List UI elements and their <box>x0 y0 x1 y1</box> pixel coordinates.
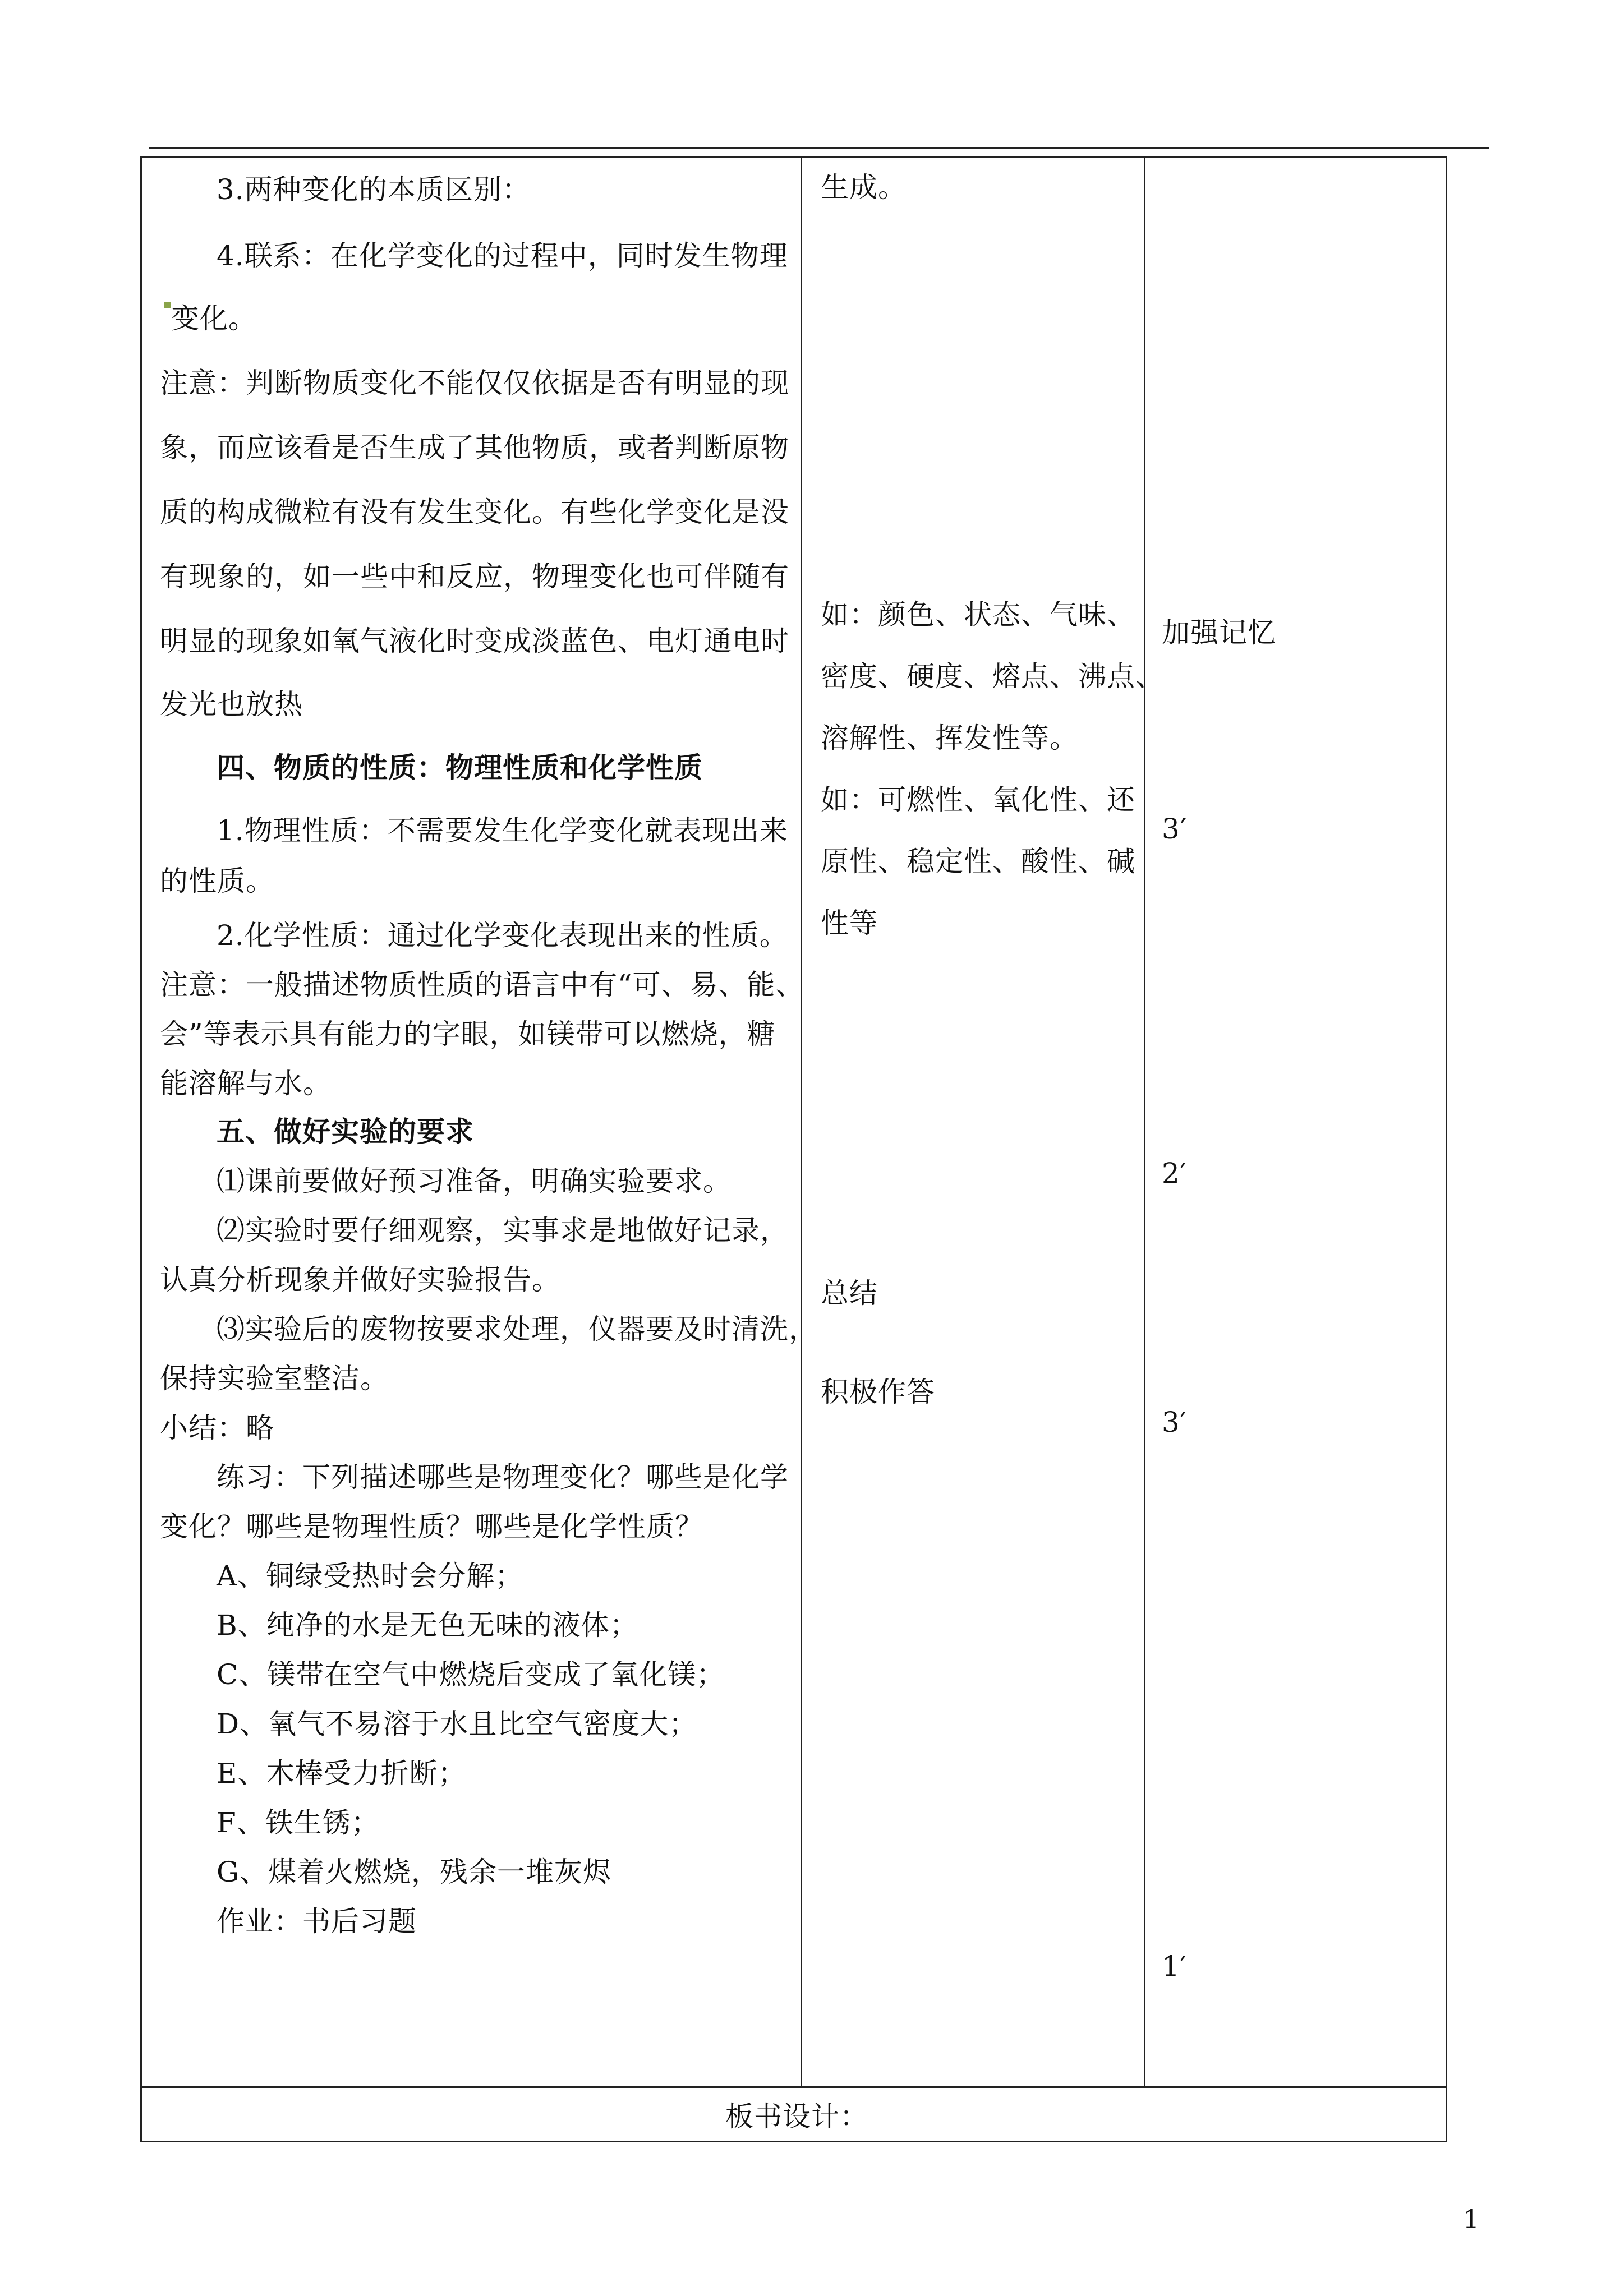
col1-line-14: 注意：一般描述物质性质的语言中有“可、易、能、 <box>160 969 804 1001</box>
board-design-label: 板书设计： <box>725 2100 868 2133</box>
col2-line-6: 原性、稳定性、酸性、碱 <box>821 845 1135 878</box>
col1-line-11: 1.物理性质：不需要发生化学变化就表现出来 <box>217 814 788 847</box>
col3-time-3: 3′ <box>1162 1406 1188 1439</box>
col2-line-2: 如：颜色、状态、气味、 <box>821 598 1135 631</box>
col1-line-20: 认真分析现象并做好实验报告。 <box>160 1264 560 1296</box>
page-number: 1 <box>1462 2204 1479 2234</box>
col1-line-15: 会”等表示具有能力的字眼，如镁带可以燃烧，糖 <box>160 1018 776 1050</box>
col2-line-5: 如：可燃性、氧化性、还 <box>821 783 1135 816</box>
col1-line-7: 有现象的，如一些中和反应，物理变化也可伴随有 <box>160 560 789 593</box>
exercise-option-f: F、铁生锈； <box>217 1806 380 1839</box>
col1-line-25: 变化？哪些是物理性质？哪些是化学性质？ <box>160 1510 703 1543</box>
col1-line-22: 保持实验室整洁。 <box>160 1362 389 1395</box>
col1-line-9: 发光也放热 <box>160 688 303 721</box>
col2-line-7: 性等 <box>821 907 878 939</box>
col1-line-3: 变化。 <box>171 302 257 335</box>
col2-line-4: 溶解性、挥发性等。 <box>821 722 1078 754</box>
col1-mark <box>164 302 171 308</box>
exercise-option-b: B、纯净的水是无色无味的液体； <box>217 1609 638 1642</box>
footer-row-divider <box>142 2086 1446 2088</box>
section-heading-experiment: 五、做好实验的要求 <box>217 1115 474 1148</box>
col3-time-1: 3′ <box>1162 813 1188 845</box>
col1-line-6: 质的构成微粒有没有发生变化。有些化学变化是没 <box>160 496 789 528</box>
column-divider-1 <box>801 158 802 2088</box>
col1-line-2: 4.联系：在化学变化的过程中，同时发生物理 <box>217 239 788 272</box>
col1-line-18: ⑴课前要做好预习准备，明确实验要求。 <box>217 1165 732 1197</box>
exercise-option-d: D、氧气不易溶于水且比空气密度大； <box>217 1708 698 1740</box>
col1-line-4: 注意：判断物质变化不能仅仅依据是否有明显的现 <box>160 367 789 399</box>
col1-line-5: 象，而应该看是否生成了其他物质，或者判断原物 <box>160 431 789 464</box>
col1-line-8: 明显的现象如氧气液化时变成淡蓝色、电灯通电时 <box>160 625 789 657</box>
exercise-option-a: A、铜绿受热时会分解； <box>217 1560 524 1592</box>
col3-time-4: 1′ <box>1162 1950 1188 1983</box>
lesson-table <box>140 156 1447 2142</box>
col1-line-16: 能溶解与水。 <box>160 1067 332 1100</box>
section-heading-properties: 四、物质的性质：物理性质和化学性质 <box>217 751 703 784</box>
column-divider-2 <box>1144 158 1145 2088</box>
col1-line-21: ⑶实验后的废物按要求处理，仪器要及时清洗， <box>217 1313 817 1345</box>
exercise-option-g: G、煤着火燃烧，残余一堆灰烬 <box>217 1856 611 1888</box>
homework-line: 作业：书后习题 <box>217 1905 417 1938</box>
col1-line-12: 的性质。 <box>160 865 274 897</box>
col1-line-24: 练习：下列描述哪些是物理变化？哪些是化学 <box>217 1461 789 1493</box>
col3-time-2: 2′ <box>1162 1157 1188 1190</box>
exercise-option-e: E、木棒受力折断； <box>217 1757 467 1790</box>
col1-line-1: 3.两种变化的本质区别： <box>217 173 531 206</box>
col1-line-23: 小结：略 <box>160 1412 274 1444</box>
col1-line-13: 2.化学性质：通过化学变化表现出来的性质。 <box>217 919 788 952</box>
col2-line-3: 密度、硬度、熔点、沸点、 <box>821 660 1164 693</box>
col2-line-1: 生成。 <box>821 171 907 204</box>
header-rule <box>149 147 1489 149</box>
col1-line-19: ⑵实验时要仔细观察，实事求是地做好记录， <box>217 1214 789 1247</box>
col2-summary: 总结 <box>821 1277 878 1310</box>
exercise-option-c: C、镁带在空气中燃烧后变成了氧化镁； <box>217 1658 725 1691</box>
col2-answer: 积极作答 <box>821 1376 935 1408</box>
col3-memory: 加强记忆 <box>1162 616 1276 649</box>
